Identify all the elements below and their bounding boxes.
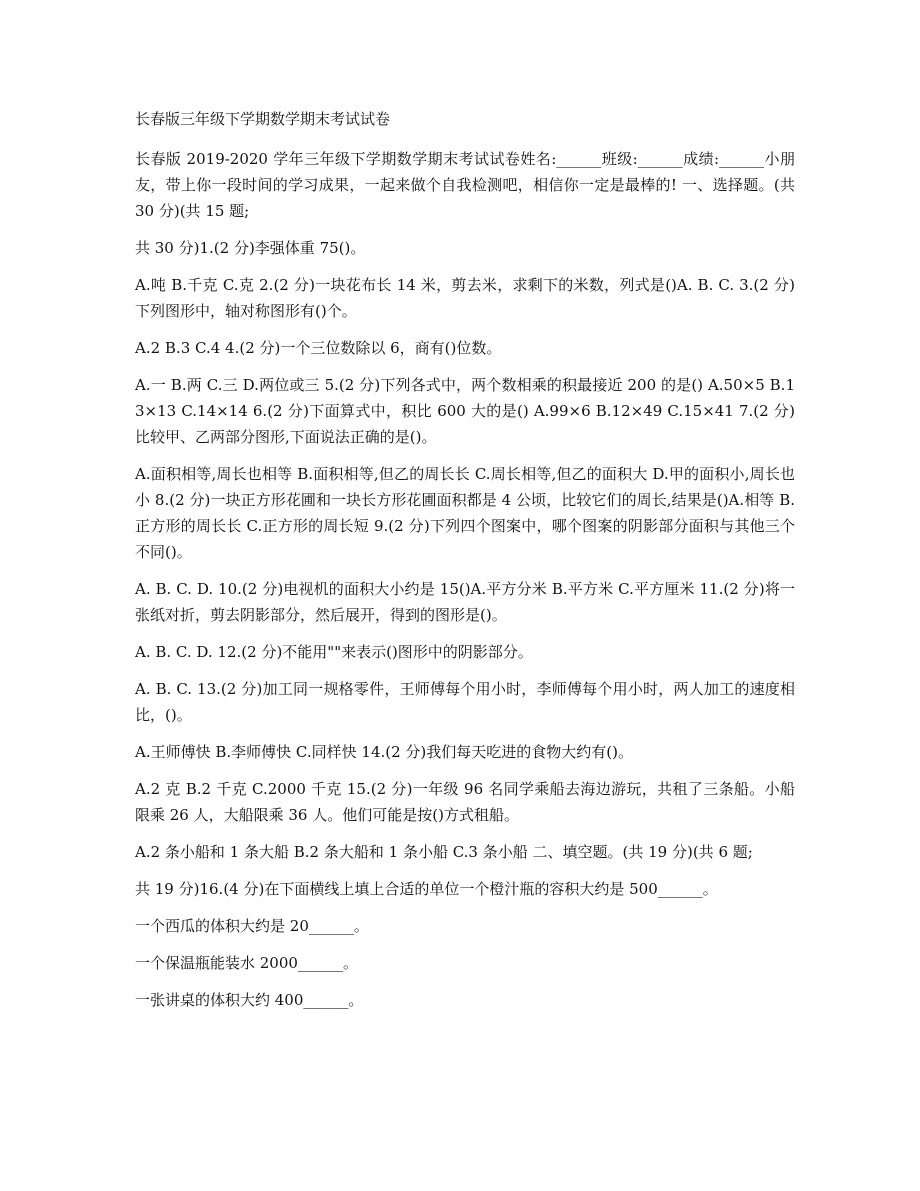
- paragraph: 一张讲桌的体积大约 400______。: [135, 991, 364, 1009]
- paragraph: A. B. C. 13.(2 分)加工同一规格零件，王师傅每个用小时，李师傅每个用小时，两人加工的速度相比，()。: [135, 680, 795, 724]
- document-title: 长春版三年级下学期数学期末考试试卷: [135, 110, 391, 128]
- paragraph: 共 19 分)16.(4 分)在下面横线上填上合适的单位一个橙汁瓶的容积大约是 500______。: [135, 880, 718, 898]
- paragraph: A.2 B.3 C.4 4.(2 分)一个三位数除以 6，商有()位数。: [135, 339, 502, 357]
- paragraph: 共 30 分)1.(2 分)李强体重 75()。: [135, 239, 366, 257]
- paragraph: A.2 条小船和 1 条大船 B.2 条大船和 1 条小船 C.3 条小船 二、填空题。(共 19 分)(共 6 题;: [135, 843, 753, 861]
- document-body: [135, 146, 795, 1013]
- paragraph: 长春版 2019-2020 学年三年级下学期数学期末考试试卷姓名:______班级:______成绩:______小朋友，带上你一段时间的学习成果，一起来做个自我检测吧，相信你一定是最棒的! 一、选择题。(共 30 分)(共 15 题;: [135, 150, 795, 220]
- paragraph: A.2 克 B.2 千克 C.2000 千克 15.(2 分)一年级 96 名同学乘船去海边游玩，共租了三条船。小船限乘 26 人，大船限乘 36 人。他们可能是按()方式租船。: [135, 780, 795, 824]
- paragraph: 一个保温瓶能装水 2000______。: [135, 954, 358, 972]
- paragraph: A.面积相等,周长也相等 B.面积相等,但乙的周长长 C.周长相等,但乙的面积大 D.甲的面积小,周长也小 8.(2 分)一块正方形花圃和一块长方形花圃面积都是 4 公顷，比较它们的周长,结果是()A.相等 B.正方形的周长长 C.正方形的周长短 9.(2 分)下列四个图案中，哪个图案的阴影部分面积与其他三个不同()。: [135, 465, 795, 561]
- paragraph: A. B. C. D. 10.(2 分)电视机的面积大小约是 15()A.平方分米 B.平方米 C.平方厘米 11.(2 分)将一张纸对折，剪去阴影部分，然后展开，得到的图形是()。: [135, 580, 795, 624]
- paragraph: A.王师傅快 B.李师傅快 C.同样快 14.(2 分)我们每天吃进的食物大约有()。: [135, 743, 633, 761]
- paragraph: A. B. C. D. 12.(2 分)不能用""来表示()图形中的阴影部分。: [135, 643, 533, 661]
- paragraph: A.吨 B.千克 C.克 2.(2 分)一块花布长 14 米，剪去米，求剩下的米数，列式是()A. B. C. 3.(2 分)下列图形中，轴对称图形有()个。: [135, 276, 795, 320]
- paragraph: 一个西瓜的体积大约是 20______。: [135, 917, 369, 935]
- document-page: [135, 100, 795, 1024]
- paragraph: A.一 B.两 C.三 D.两位或三 5.(2 分)下列各式中，两个数相乘的积最接近 200 的是() A.50×5 B.13×13 C.14×14 6.(2 分)下面算式中，积比 600 大的是() A.99×6 B.12×49 C.15×41 7.(2 分)比较甲、乙两部分图形,下面说法正确的是()。: [135, 376, 795, 446]
